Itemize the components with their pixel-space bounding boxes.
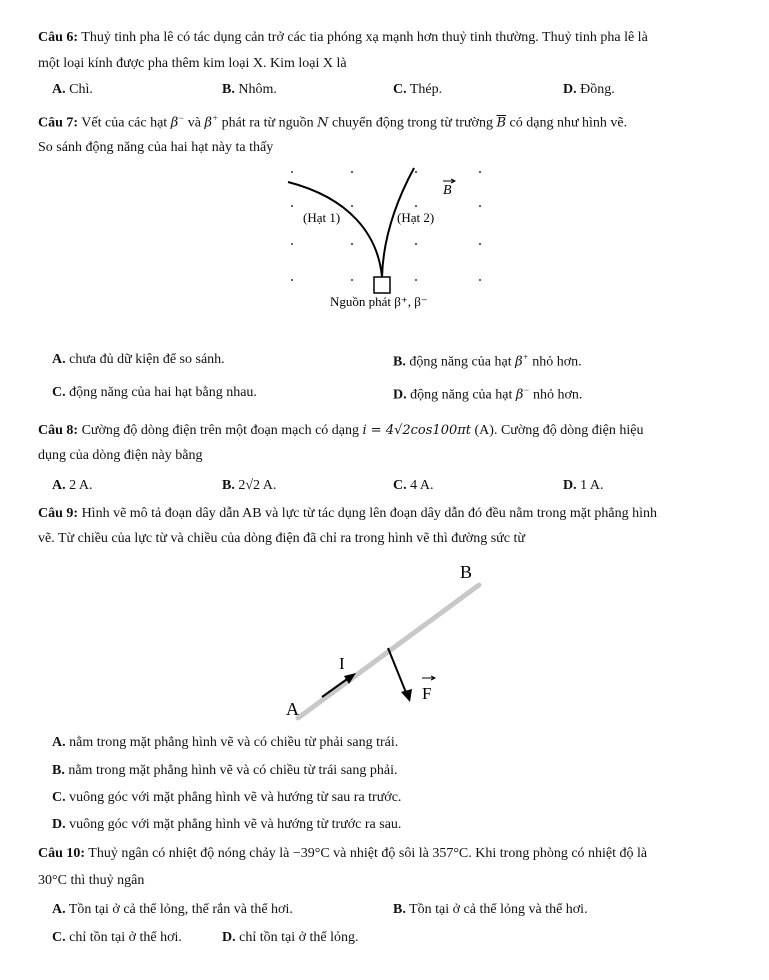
force-arrow [388, 648, 407, 695]
source-box [374, 277, 390, 293]
label-B-end: B [460, 562, 473, 582]
force-arrowhead [401, 689, 412, 702]
q8-option-b[interactable]: B. 2√2 A. [222, 478, 277, 493]
q7-line1: Câu 7: Vết của các hạt β− và β+ phát ra từ nguồn N chuyển động trong từ trường $\overline{B}$ có dạng như hình vẽ. [38, 113, 628, 131]
q10-room-temp: 30°C [38, 873, 67, 888]
q6-line1 [38, 30, 648, 46]
q9-line1: Câu 9: Hình vẽ mô tả đoạn dây dẫn AB và lực từ tác dụng lên đoạn dây dẫn đó đều nằm trong mặt phẳng hình [38, 506, 657, 521]
q10-option-b[interactable]: B. Tồn tại ở cả thể lỏng và thể hơi. [393, 902, 588, 917]
label-source: Nguồn phát β⁺, β⁻ [330, 294, 428, 309]
q8-option-c[interactable]: C. 4 A. [393, 478, 434, 493]
label-F: F [422, 684, 432, 703]
q9-option-b[interactable]: B. nằm trong mặt phẳng hình vẽ và có chiều từ trái sang phải. [52, 763, 398, 778]
q9-option-d[interactable]: D. vuông góc với mặt phẳng hình vẽ và hướng từ trước ra sau. [52, 817, 402, 832]
q7-option-d[interactable]: D. động năng của hạt β− nhỏ hơn. [393, 385, 583, 403]
q9-line2: vẽ. Từ chiều của lực từ và chiều của dòng điện đã chỉ ra trong hình vẽ thì đường sức từ [38, 531, 525, 546]
q10-line2: 30°C thì thuỷ ngân [38, 873, 145, 888]
q6-line2: một loại kính được pha thêm kim loại X. Kim loại X là [38, 56, 347, 71]
q10-option-c[interactable]: C. chỉ tồn tại ở thể hơi. [52, 930, 182, 945]
q9-option-a[interactable]: A. nằm trong mặt phẳng hình vẽ và có chiều từ phải sang trái. [52, 735, 399, 750]
particle1-track [288, 182, 382, 277]
q9-option-c[interactable]: C. vuông góc với mặt phẳng hình vẽ và hướng từ sau ra trước. [52, 790, 402, 805]
label-particle1: (Hạt 1) [303, 210, 341, 225]
q10-option-a[interactable]: A. Tồn tại ở cả thể lỏng, thể rắn và thể hơi. [52, 902, 293, 917]
q8-line2: dụng của dòng điện này bằng [38, 448, 203, 463]
q8-formula: i = 4√2cos100πt [362, 423, 472, 438]
q6-title: Câu 6: [38, 30, 79, 45]
q7-line2: So sánh động năng của hai hạt này ta thấy [38, 140, 274, 155]
q10-melting-point: −39°C [292, 846, 330, 861]
label-I: I [339, 654, 345, 673]
field-dots [291, 171, 481, 281]
q7-option-b[interactable]: B. động năng của hạt β+ nhỏ hơn. [393, 352, 582, 370]
q8-option-d[interactable]: D. 1 A. [563, 478, 604, 493]
q6-text1: Thuỷ tinh pha lê có tác dụng cản trở các tia phóng xạ mạnh hơn thuỷ tinh thường. Thuỷ tinh pha lê là [78, 30, 648, 45]
q9-figure [270, 555, 500, 725]
q10-line1: Câu 10: Thuỷ ngân có nhiệt độ nóng chảy là −39°C và nhiệt độ sôi là 357°C. Khi trong phòng có nhiệt độ là [38, 846, 648, 861]
q6-option-c[interactable]: C. Thép. [393, 82, 443, 97]
q7-option-a[interactable]: A. chưa đủ dữ kiện để so sánh. [52, 352, 225, 367]
q10-boiling-point: 357°C [432, 846, 469, 861]
q8-option-a[interactable]: A. 2 A. [52, 478, 93, 493]
q8-title: Câu 8: [38, 423, 79, 438]
q9-title: Câu 9: [38, 506, 79, 521]
q7-option-c[interactable]: C. động năng của hai hạt bằng nhau. [52, 385, 257, 400]
label-B-field: B [443, 183, 452, 198]
q6-option-b[interactable]: B. Nhôm. [222, 82, 277, 97]
q6-option-a[interactable]: A. Chì. [52, 82, 93, 97]
label-particle2: (Hạt 2) [397, 210, 435, 225]
q8-line1: Câu 8: Cường độ dòng điện trên một đoạn mạch có dạng i = 4√2cos100πt (A). Cường độ dòng điện hiệu [38, 423, 644, 438]
q10-option-d[interactable]: D. chỉ tồn tại ở thể lỏng. [222, 930, 359, 945]
q7-figure [270, 160, 500, 320]
q6-option-d[interactable]: D. Đồng. [563, 82, 615, 97]
q7-title: Câu 7: [38, 115, 79, 131]
current-arrow [322, 677, 350, 697]
label-A: A [286, 699, 299, 719]
q10-title: Câu 10: [38, 846, 86, 861]
